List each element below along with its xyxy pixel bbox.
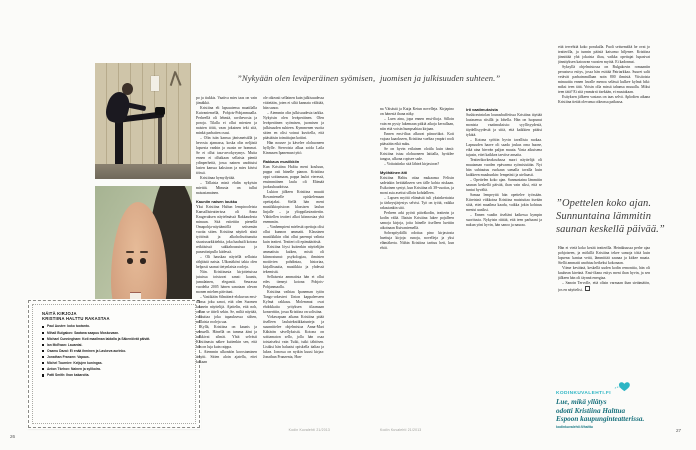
graffiti-mark <box>174 72 181 86</box>
photo-person-stretching <box>95 63 191 179</box>
body-paragraph: – Tällaisia minä ehdin nykyisin miettiä. Minusta on tullut naisasianainen. <box>196 181 257 195</box>
paper-sign <box>151 76 160 91</box>
body-paragraph: – Olin isän kanssa jänismetsällä ja hevosia ajamassa, koska olin neljästä lapsesta vanhin ja osasin ne hommat. Se ei ollut tasa-arvokysymys. Mutta ennen ei ollutkaan sellaista pientä ydinperhettä, jossa nainen unohtuisi lasten kanssa kaksioon ja mies kävisi töissä. <box>196 136 257 175</box>
book-list-item: Anton Tšehov: Nainen ja sylikoira. <box>42 367 187 372</box>
body-paragraph: Kristiina Halttu ottaa mukaansa Felixin sadetakin heittääkseen sen tälle kohta niskaan. Esikoinen syntyi, kun Kristiina oli 38-vuotias, ja moni asia asettui silloin kohdalleen. <box>380 176 454 195</box>
teaser-text <box>556 398 666 424</box>
column-right-3-bottom <box>558 246 650 374</box>
subheading: Irti vaatimuksista <box>466 107 498 112</box>
book-list-item: Ian McEwan: Lauantai. <box>42 343 187 348</box>
body-paragraph: Niin. Kristiinasta kirjoitetuissa jutuissa toistuvat sanat: kaunis, jumalainen, elegantti. Seurassa vuodelta 2005 hänen sanotaan olevan monen miehen päiväuni. <box>196 270 257 294</box>
book-list <box>42 324 187 377</box>
teaser-site-label: KODINKUVALEHTI.FI <box>556 391 611 396</box>
teaser-text-line: Lue, mikä yllätys <box>556 398 607 406</box>
body-paragraph: Yksi Kristiina Haltun lempirooleista Kansallisteatterissa oli Anna Krugeruksen näytelmässä Rakkaudesta minuun. Sitä esitettiin pienellä Omapohja-näyttämöllä seitsemän vuotta sitten. Kristiina näytteli siinä työtöntä ja alkoholisoitunutta sisustusarkkitehtia, joka haahuili kotona reikäisissä sukkahousuissa ja punaviinipullo kädessä. <box>196 205 257 254</box>
pull-quote-line: Sunnuntaina lämmitin <box>556 210 652 222</box>
page-number-left: 26 <box>10 434 16 439</box>
teaser-url[interactable]: kodinkuvalehti.fi/halttu <box>556 425 593 430</box>
subheading: Myöhäinen äiti <box>380 170 408 175</box>
book-list-box <box>28 300 200 428</box>
body-paragraph: Syksyllä ohjelmistossa on Bulgakovin romaaniin perustuva esitys, jossa hän esittää Patriarkkaa. Suuret salit vetävät parhaimmillaan noin 800 ihmistä. Viisitoista minuuttia ennen lavalle menoa selässä kulkee kylmä hiki: miksi teen tätä. Voisin olla missä tahansa muualla. Miksi teen tätä? Ei sitä ymmärrä itsekään, ei mustakaan. <box>558 65 650 94</box>
body-paragraph: – Aiemmin ulkonäön korostaminen ärsytti. Sitten aloin ajatella, ettei kukaan <box>196 350 257 364</box>
body-paragraph: Kristiina vaihtaa Ipaneman tytön Tango-orkesteri Unton kappaleeseen Kylmä rakkaus. Molemmat ovat ehdokkaita yrityksen tilaamaan konserttiin, jossa Kristiina on solistina. <box>263 290 324 314</box>
book-list-item: Paul Auster: koko tuotanto. <box>42 324 187 329</box>
body-paragraph: – Aiemmin olin julkisuudesta tarkka. Nykyisin olen leväperäinen. Olen leväperäinen syömisen, juomisen ja julkisuuden suhteen. Kymmenen vuotta sitten en olisi voinut kuvitella, että päästäisin toimittajan kotiini. <box>263 111 324 140</box>
eye <box>140 258 146 263</box>
subheading: Kauniin naisen loukku <box>196 199 238 204</box>
body-paragraph: na Väisästä ja Katja Ketun novelleja. Kirjapino on hänestä ihana näky. <box>380 107 454 116</box>
pull-quote-part1: ”Nykyään olen leväperäinen syömisen, <box>237 73 376 83</box>
footer-right: Kodin Kuvalehti 21/2013 <box>380 428 422 432</box>
column-right-3-top <box>558 45 650 195</box>
body-paragraph: Kun Kristiina Halttu meni kouluun, pappa osti hänelle pianon. Kristiina oppi soittamaan, pappa lauloi vieressä, ensimmäinen laulu oli Elämää juoksuhaudoissa. <box>263 165 324 189</box>
subheading: Rakkaus musiikkiin <box>263 159 300 164</box>
standing-leg <box>115 120 123 166</box>
column-right-1 <box>380 107 454 422</box>
heart-icon <box>613 381 633 396</box>
footer-left: Kodin Kuvalehti 21/2013 <box>288 428 330 432</box>
body-paragraph: Ennen ensi-iltaa alkavat piinaviikot. Koti vajoaa kaaokseen, Kristiina vaeltaa ympäri rooli päässään eikä nuku. <box>380 132 454 146</box>
body-paragraph: Virkavapaan aikana Kristiina pitää itselleen laulutekniikkatunteja ja suunnittelee ohjelmistoa Anna-Mari Kähärän sävellyksistä. Kotona on soittamaton sello, jolla hän osaa toistaiseksi vain Tuiki, tuiki tähtösen. Lisäksi hän haluaisi opiskella italiaa ja lukea. Jonossa on nytkin kuusi kirjaa: Jonathan Franzenia, Han- <box>263 315 324 359</box>
body-paragraph: – Sanoin Tervolle, että olisin varmaan ihan sietämätön, jos en näyttelisi. <box>558 281 650 292</box>
body-paragraph: Sellaisesta ammatista hän ei ollut edes tiennyt kotona Pohjois-Pohjanmaalla. <box>263 275 324 289</box>
body-paragraph: Esityksen jälkeen vastaus on taas selvä. Aplodien aikana Kristiina tietää olevansa oikeassa paikassa. <box>558 95 650 104</box>
body-paragraph: Lukion jälkeen Kristiina muutti Rovaniemelle opiskelemaan opettajaksi. Siellä hän meni musiikkiopistoon klassisen laulun linjalle – ja ylioppilasteatteriin. Vähitellen teatteri alkoi kiinnostaa yhä enemmän. <box>263 190 324 224</box>
person-head <box>122 83 134 96</box>
pull-quote-part2: juomisen ja julkisuuden suhteen.” <box>380 73 501 83</box>
book-list-item: Patti Smith: Ihan kakaroita. <box>42 373 187 378</box>
book-list-item: Michael Cunningham: Koti maailman laidalla ja Säkenöivät päivät. <box>42 337 187 342</box>
body-paragraph: Hän ei vietä koko kesää teatterilla. Heinäkuussa perhe ajaa pohjoiseen, ja mökillä Kristiina tekee samoja töitä kuin lapsena: kantaa vettä, lämmittää saunaa ja kitkee maata. Siellä ammatti unohtuu hetkeksi kokonaan. <box>558 246 650 265</box>
body-paragraph: Se on hyvin erilainen olotila kuin tämä: Kristiina istuu olohuoneen lattialla, hyräilee tangoa, ulkona ropisee sade. <box>380 147 454 161</box>
body-paragraph: – Ennen vaadin itseltäni kaikessa kympin suoritusta. Nykyisin riittää, että teen parhaani ja nukun yöni hyvin, hän sanoo ja nauraa. <box>466 213 542 227</box>
pull-quote-line: saunan keskellä päivää.” <box>556 223 665 235</box>
body-paragraph: Viime keväänä, keskellä uuden kodin remonttia, hän oli kauhean kireänä. Ensi-iltana esitys meni ihan hyvin, ja sen jälkeen hän oli täynnä energiaa. <box>558 266 650 280</box>
body-paragraph: Samaa lempeyttä hän opettelee työssään. Kiireisinä viikkoina Kristiina muistuttaa itseään siitä, ettei maailma kaadu, vaikka jokin kohtaus menisi uusiksi. <box>466 193 542 212</box>
body-paragraph: Teatterikorkeakoulussa nuori näyttelijä oli muutaman vuoden epävarma syömisistään. Nyt hän suhtautuu ruokaan samalla tavalla kuin kaikkeen muuhunkin: lempeästi ja uteliaasti. <box>466 158 542 177</box>
body-paragraph: – Vastikään Silmäterä-elokuvan ensi-illassa joku sanoi, että olen Suomen kaunein näyttelijä. Ajattelin, että noh, onhan se titteli sekin. Se, miltä näyttää, vaikuttaa joka tapauksessa siihen, millaisia rooleja saa. <box>196 295 257 324</box>
shoe <box>155 107 165 115</box>
body-paragraph: po ja tiukkis. Vaativa mies taas on vain jämäkkä. <box>196 96 257 105</box>
book-list-title: NÄITÄ KIRJOJA KRISTIINA HALTTU RAKASTAA <box>42 311 110 322</box>
teaser-text-line: odotti Kristiina Halttua <box>556 406 626 415</box>
body-paragraph: – Opettelen koko ajan. Sunnuntaina lämmitin saunan keskellä päivää, ihan vain siksi, että se tuntui hyvältä. <box>466 178 542 192</box>
ground <box>95 164 191 179</box>
body-paragraph: että tervehtiä koko porukalla. Puoli seitsemältä he ovat jo teatterilla, ja tunnin päästä katsomo hiljenee. Kristiina jännittää yhä jokaista iltaa, vaikka opettajat lupasivat jännityksen katoavan vuosien myötä. Ei kadonnut. <box>558 45 650 64</box>
column-left-1 <box>196 96 257 426</box>
book-list-item: Osamu Dazai: Ei enää ihminen ja Laskeva aurinko. <box>42 349 187 354</box>
body-paragraph: Hän nousee ja kävelee olohuoneen hyllylle. Stereoista alkaa soida Laila Kinnusen Ipaneman tyttö. <box>263 141 324 155</box>
body-paragraph: Perheen arki pyörii päiväkodin, teatterin ja kodin väliä. Iltaisin Kristiina lukee pojalleen samoja kirjoja, joita hänelle itselleen luettiin aikoinaan Kuivaniemellä. <box>380 211 454 230</box>
body-paragraph: Kristiina eli lapsuutensa maatilalla Kuivaniemellä, Pohjois-Pohjanmaalla. Perheellä oli lehmiä, ravihevosia ja poroja. Tilalla ei ollut miesten ja naisten töitä, vaan jokainen teki sitä, minkä parhaiten osasi. <box>196 106 257 135</box>
body-paragraph: – Oli hauskaa näytellä sellaista rähjäistä naista. Ulkonäköni takia olen helposti saanut tietynlaisia rooleja. <box>196 255 257 269</box>
pull-quote-sauna <box>556 198 686 236</box>
body-paragraph: – Voitaisiinko sitä lähteä kirjastoon? <box>384 162 440 166</box>
eye <box>127 258 133 263</box>
column-left-2 <box>263 96 324 426</box>
body-paragraph: Sushiravintolan lounasbuffetissa Kristiina täyttää lautasensa riisillä ja lohella. Hän on luopunut monista vaatimuksista: syyllisyydestä, täydellisyydestä ja siitä, että kaikkien pitäisi tykätä. <box>466 113 542 137</box>
book-list-item: Jonathan Franzen: Vapaus. <box>42 355 187 360</box>
body-paragraph: Kyllä, Kristiina on kaunis ja sensuelli. Hänellä on tumma ääni ja tuikkivat silmät. Yhtä selvästi Kristiinasta näkee kuitenkin sen, että hän on luja kuin raippa. <box>196 325 257 349</box>
pull-quote-line: ”Opettelen koko ajan. <box>556 198 652 209</box>
book-list-item: Mihail Bulgakov: Saatana saapuu Moskovaan. <box>42 331 187 336</box>
body-paragraph: Sohvapöydällä odottaa pino kirjastosta haettuja kirjoja: runoja, novelleja ja yksi elämäkerta. Niihin Kristiina tarttuu heti, kun ehtii. <box>380 231 454 250</box>
body-paragraph: ole oikeasti sellainen kuin julkisuudessa väitetään, joten ei siltä kannata välittää, hän sanoo. <box>263 96 324 110</box>
book-list-item: Michel Tournier: Keijujen kuningas. <box>42 361 187 366</box>
body-paragraph: – Lapsen myötä elämästä tuli yksinkertaista ja tärkeysjärjestys selvisi. Työ on työtä, vaikka rakastankin sitä. <box>380 196 454 210</box>
page-number-right: 27 <box>676 428 682 433</box>
body-paragraph: Kristiina löysi kuitenkin näyttelijän ammatista kaiken, mistä oli kiinnostunut: psykologiaa, ihmisten motiivien pohdintaa, historiaa, kirjallisuutta, musiikkia ja yhdessä tekemistä. <box>263 245 324 274</box>
teaser-text-line: Espoon kaupunginteatterissa. <box>556 415 645 424</box>
body-paragraph: – Vanhempieni mielestä opettaja olisi ollut kunnon ammatti. Klassinen musiikkikin olisi ollut parempi valinta kuin teatteri. Teatteri oli epämääräistä. <box>263 225 324 244</box>
column-right-2 <box>466 104 542 422</box>
body-paragraph: Kristiinaa hymyilyttää. <box>200 176 236 180</box>
web-teaser <box>556 381 666 429</box>
end-of-article-mark <box>585 286 590 291</box>
body-paragraph: – Luen aina, jopa ennen ensi-iltoja. Silloin vain en pysty lukemaan pitkiä aikoja kerrallaan, niin että voisin humpsahtaa kirjaan. <box>380 117 454 131</box>
eyebrow <box>126 251 134 253</box>
body-paragraph: – Kotona syötiin hyvin tavallista ruokaa. Lapsuuden haave oli saada joskus oma huone, eikä aina hirveän paljon muuta. Vasta aikuisena tajusin, ettei kaikkea tarvitse ansaita. <box>466 138 542 157</box>
eyebrow <box>140 251 148 253</box>
